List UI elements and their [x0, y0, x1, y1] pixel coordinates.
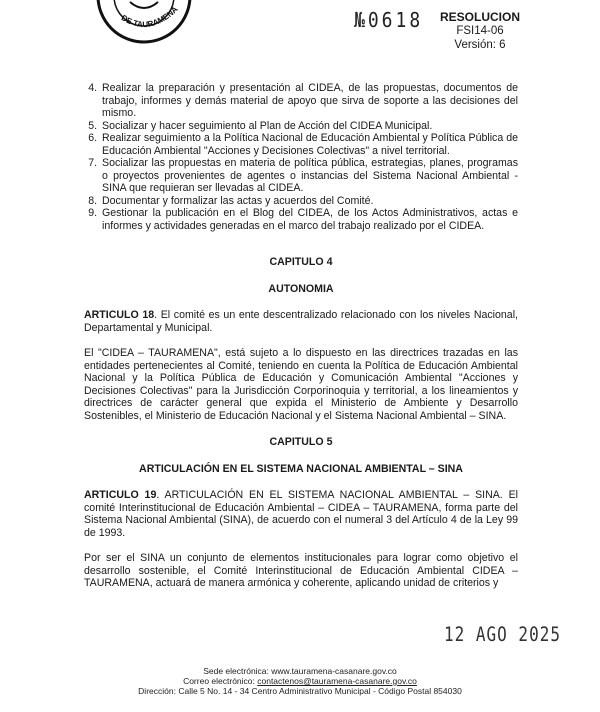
- seal-text: DE TAURAMENA: [119, 4, 180, 30]
- article-19-label: ARTICULO 19: [84, 489, 157, 501]
- footer-website: Sede electrónica: www.tauramena-casanare.gov.co: [203, 666, 397, 676]
- municipal-seal: [96, 0, 192, 46]
- list-item: 7. Socializar las propuestas en materia de política pública, estrategias, planes, programas o proyectos provenientes de agentes o instancias del Sistema Nacional Ambiental - SINA que requieran ser llevadas al CIDEA.: [100, 157, 518, 195]
- document-meta: [430, 10, 520, 52]
- chapter-4-title: AUTONOMIA: [268, 282, 334, 295]
- chapter-5-title: ARTICULACIÓN EN EL SISTEMA NACIONAL AMBIENTAL – SINA: [139, 462, 463, 475]
- list-item: 4. Realizar la preparación y presentación al CIDEA, de las propuestas, documentos de trabajo, informes y demás material de apoyo que sirva de soporte a las decisiones del mismo.: [100, 82, 518, 120]
- footer-email-label: Correo electrónico:: [183, 676, 258, 686]
- list-item: 8. Documentar y formalizar las actas y acuerdos del Comité.: [100, 195, 518, 208]
- footer: [0, 666, 600, 696]
- list-item: 5. Socializar y hacer seguimiento al Plan de Acción del CIDEA Municipal.: [100, 120, 518, 133]
- document-body: [84, 82, 518, 590]
- article-19-paragraph-2: Por ser el SINA un conjunto de elementos institucionales para lograr como objetivo el desarrollo sostenible, el Comité Interinstitucional de Educación Ambiental CIDEA – TAURAMENA, actuará de manera armónica y coherente, aplicando unidad de criterios y: [84, 552, 518, 589]
- article-18-text: . El comité es un ente descentralizado relacionado con los niveles Nacional, Departamental y Municipal.: [84, 309, 518, 334]
- list-item: 9. Gestionar la publicación en el Blog del CIDEA, de los Actos Administrativos, actas e informes y actividades generadas en el marco del trabajo realizado por el CIDEA.: [100, 207, 518, 232]
- functions-list: [84, 82, 518, 232]
- article-18-paragraph-2: El "CIDEA – TAURAMENA", está sujeto a lo dispuesto en las directrices trazadas en las entidades pertenecientes al Comité, teniendo en cuenta la Política de Educación Ambiental Nacional y la Política Pública de Educación y Comunicación Ambiental "Acciones y Decisiones Colectivas" para la Jurisdicción Corporinoquia y territorial, a los lineamientos y directrices de carácter general que expida el Ministerio de Ambiente y Desarrollo Sostenibles, el Ministerio de Educación Nacional y el Sistema Nacional Ambiental – SINA.: [84, 347, 518, 422]
- footer-address: Dirección: Calle 5 No. 14 - 34 Centro Administrativo Municipal - Código Postal 854030: [138, 686, 462, 696]
- chapter-4-heading: CAPITULO 4: [269, 256, 333, 268]
- document-code: FSI14-06: [456, 25, 504, 37]
- list-item: 6. Realizar seguimiento a la Política Nacional de Educación Ambiental y Política Pública de Educación Ambiental "Acciones y Decisiones Colectivas" a nivel territorial.: [100, 132, 518, 157]
- article-19: [84, 489, 518, 539]
- article-18-label: ARTICULO 18: [84, 309, 155, 321]
- footer-email-link[interactable]: contactenos@tauramena-casanare.gov.co: [257, 676, 417, 686]
- document-stamp-number: №0618: [354, 8, 424, 33]
- svg-text:DE TAURAMENA: [120, 5, 180, 30]
- footer-email-line: [0, 676, 600, 686]
- document-version: Versión: 6: [454, 39, 506, 51]
- article-19-text: . ARTICULACIÓN EN EL SISTEMA NACIONAL AMBIENTAL – SINA. El comité Interinstitucional de Educación Ambiental – CIDEA – TAURAMENA, forma parte del Sistema Nacional Ambiental (SINA), de acuerdo con el numeral 3 del Artículo 4 de la Ley 99 de 1993.: [84, 489, 518, 539]
- article-18: [84, 309, 518, 334]
- document-title: RESOLUCION: [439, 10, 520, 24]
- date-stamp: 12 AGO 2025: [444, 623, 561, 646]
- chapter-5-heading: CAPITULO 5: [269, 436, 333, 448]
